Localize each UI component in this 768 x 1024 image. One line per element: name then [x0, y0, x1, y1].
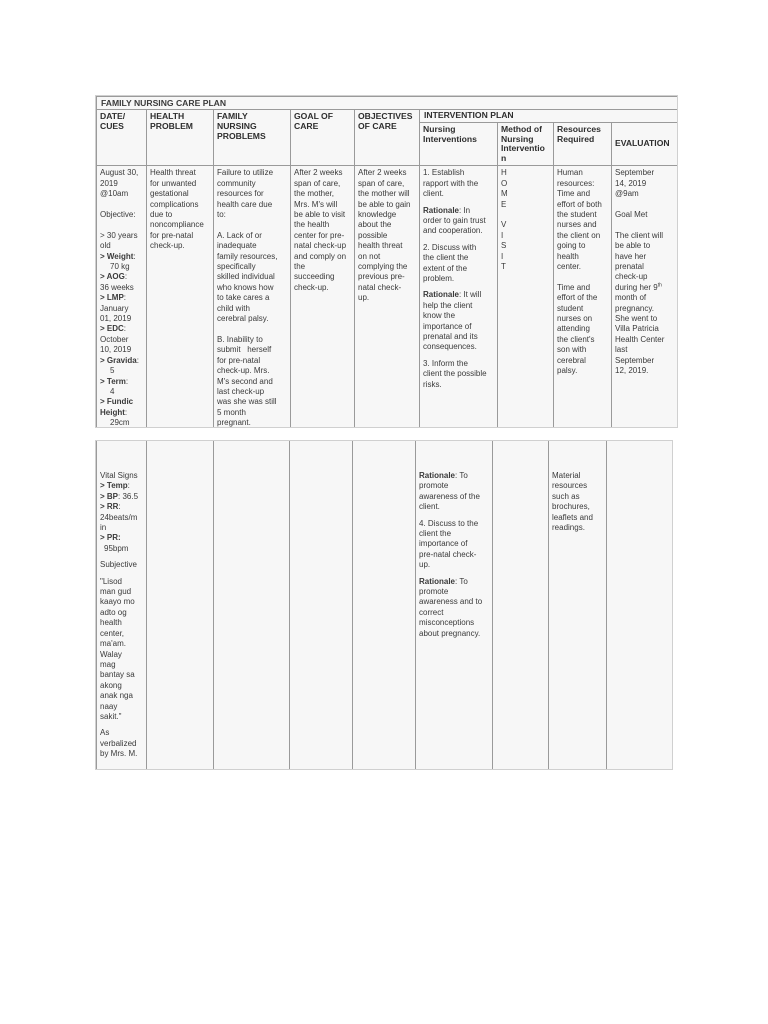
text-line: H	[501, 168, 507, 178]
text-line: check-up.	[150, 241, 185, 251]
family-problems-cell	[214, 166, 291, 428]
text-line	[217, 220, 287, 230]
text-line: inadequate	[217, 241, 257, 251]
text-line: pregnant.	[217, 418, 251, 428]
text-line: Health threat	[150, 168, 196, 178]
empty-cell-health-problem	[147, 441, 214, 770]
text-line: natal check-	[358, 282, 402, 292]
text-line: and comply on	[294, 251, 347, 261]
text-line: bantay sa	[100, 670, 135, 680]
goal-cell	[291, 166, 355, 428]
text-line: @10am	[100, 189, 129, 199]
health-problem-cell	[147, 166, 214, 428]
text-line: Time and	[557, 189, 591, 199]
text-line: 1. Establish	[423, 168, 465, 178]
text-line: skilled individual	[217, 272, 275, 282]
text-line: health	[100, 618, 122, 628]
empty-cell-family-problems	[214, 441, 290, 770]
text-line: brochures,	[552, 502, 590, 512]
text-line: the client the	[423, 253, 469, 263]
text-line: center.	[557, 262, 582, 272]
care-plan-page-1	[95, 95, 678, 428]
text-line: 5 month	[217, 407, 246, 417]
text-line: kaayo mo	[100, 597, 135, 607]
text-line: natal check-up	[294, 241, 347, 251]
header-evaluation: EVALUATION	[612, 123, 679, 166]
text-line: S	[501, 241, 507, 251]
header-nursing-interventions: Nursing Interventions	[420, 123, 498, 166]
header-health-problem: HEALTH PROBLEM	[147, 110, 214, 166]
text-line: such as	[552, 491, 580, 501]
text-line: for pre-natal	[217, 355, 261, 365]
text-line: gestational	[150, 189, 189, 199]
text-line	[100, 200, 143, 210]
text-line: 24beats/m	[100, 512, 138, 522]
text-line: the client's	[557, 334, 595, 344]
text-line: September	[615, 355, 655, 365]
text-line: Health Center	[615, 334, 665, 344]
text-line: readings.	[552, 523, 585, 533]
care-plan-table-continued	[96, 441, 673, 770]
text-line: going to	[557, 241, 586, 251]
text-line: and cooperation.	[423, 226, 483, 236]
care-plan-page-2	[95, 440, 673, 770]
text-line: was she was still	[217, 397, 277, 407]
text-line: palsy.	[557, 366, 578, 376]
text-line: anak nga	[100, 691, 133, 701]
text-line: 01, 2019	[100, 314, 132, 324]
text-line: the student	[557, 210, 597, 219]
text-line: verbalized	[100, 738, 137, 748]
text-line: man gud	[100, 587, 132, 597]
text-line: span of care,	[294, 178, 341, 188]
text-line: health	[557, 251, 579, 261]
empty-cell-goal	[290, 441, 353, 770]
text-line: know the	[423, 311, 456, 321]
text-line: 2019	[100, 178, 118, 188]
text-line: about the	[358, 220, 392, 230]
text-line: nurses on	[557, 314, 593, 324]
text-line: E	[501, 199, 507, 209]
objectives-cell	[355, 166, 420, 428]
text-line: problem.	[423, 274, 455, 284]
text-line: 10, 2019	[100, 345, 132, 355]
text-line: Walay	[100, 649, 122, 659]
text-line: client the	[419, 529, 452, 539]
text-line: last check-up	[217, 386, 265, 396]
text-line: akong	[100, 680, 122, 690]
text-line: be able to visit	[294, 210, 346, 219]
header-intervention-plan: INTERVENTION PLAN	[420, 110, 679, 123]
text-line: T	[501, 262, 506, 272]
text-line: M's second and	[217, 376, 273, 386]
text-line: order to gain trust	[423, 216, 486, 225]
text-line: to:	[217, 210, 226, 219]
text-line: noncompliance	[150, 220, 204, 230]
text-line: month of	[615, 293, 647, 303]
text-line: check-up. Mrs.	[217, 366, 270, 376]
text-line: 14, 2019	[615, 178, 647, 188]
text-line: misconceptions	[419, 618, 475, 628]
interventions-cell: 1. Establish rapport with the client. Rationale: In order to gain trust and cooperation. 2. Discuss with the client the extent of the problem. Rationale: It will help the client know the importance of prenatal and its consequences. 3. Inform the client the possible risks.	[420, 166, 498, 428]
header-method: Method of Nursing Intervention	[498, 123, 554, 166]
text-line: Time and	[557, 282, 591, 292]
text-line: specifically	[217, 262, 256, 272]
text-line: After 2 weeks	[358, 168, 407, 178]
text-line: effort of both	[557, 199, 602, 209]
text-line: naay	[100, 701, 118, 711]
text-line: mag	[100, 659, 116, 669]
text-line: the health	[294, 220, 330, 230]
text-line	[615, 200, 676, 210]
text-line: resources:	[557, 178, 595, 188]
header-resources: Resources Required	[554, 123, 612, 166]
text-line: up.	[419, 560, 431, 570]
text-line: center for pre-	[294, 230, 345, 240]
text-line: student	[557, 303, 584, 313]
text-line: the	[294, 262, 306, 272]
text-line: August 30,	[100, 168, 139, 178]
text-line: leaflets and	[552, 512, 593, 522]
text-line: awareness and to	[419, 597, 483, 607]
text-line: help the client	[423, 300, 473, 310]
text-line: 2. Discuss with	[423, 242, 477, 252]
text-line: ma'am.	[100, 639, 126, 649]
text-line: check-up.	[294, 282, 329, 292]
text-line: promote	[419, 481, 449, 491]
empty-cell-method	[493, 441, 549, 770]
text-line: family resources,	[217, 251, 278, 261]
text-line: on not	[358, 251, 381, 261]
text-line: health threat	[358, 241, 403, 251]
text-line: child with	[217, 303, 250, 313]
text-line: prenatal	[615, 262, 644, 272]
text-line: center,	[100, 628, 125, 638]
vital-signs-cell: Vital Signs > Temp: > BP: 36.5 > RR: 24beats/m in > PR: 95bpm Subjective "Lisod man gud kaayo mo adto og health center, ma'am. Walay mag bantay sa akong anak nga naay sakit." As verbalized by Mrs. M.	[97, 441, 147, 770]
text-line: Failure to utilize	[217, 168, 274, 178]
cues-cell: August 30, 2019 @10am Objective: > 30 years old > Weight: 70 kg > AOG: 36 weeks > LMP: January 01, 2019 > EDC: October 10, 2019 > Gravida: 5 > Term: 4 > Fundic Height: 29cm	[97, 166, 147, 428]
text-line: resources	[552, 481, 588, 491]
text-line: Villa Patricia	[615, 324, 659, 334]
text-line: have her	[615, 251, 647, 261]
text-line: January	[100, 303, 129, 313]
empty-cell-objectives	[353, 441, 416, 770]
care-plan-table	[96, 96, 678, 428]
text-line	[501, 210, 550, 220]
text-line: B. Inability to	[217, 334, 263, 344]
text-line: client.	[423, 189, 444, 199]
text-line: correct	[419, 607, 444, 617]
text-line: possible	[358, 230, 388, 240]
text-line: check-up	[615, 272, 648, 282]
text-line: for pre-natal	[150, 230, 194, 240]
text-line: due to	[150, 210, 173, 219]
text-line: pregnancy.	[615, 303, 654, 313]
text-line: Mrs. M's will	[294, 199, 338, 209]
text-line: client.	[419, 502, 440, 512]
text-line	[557, 272, 608, 282]
text-line: community	[217, 178, 256, 188]
text-line: up.	[358, 293, 370, 303]
resources-cell-continued	[549, 441, 607, 770]
header-date-cues: DATE/ CUES	[97, 110, 147, 166]
text-line: be able to gain	[358, 199, 411, 209]
text-line: succeeding	[294, 272, 335, 282]
text-line: A. Lack of or	[217, 230, 262, 240]
resources-cell	[554, 166, 612, 428]
text-line: by Mrs. M.	[100, 749, 138, 759]
text-line: in	[100, 523, 107, 533]
text-line: sakit."	[100, 711, 122, 721]
text-line: old	[100, 241, 111, 251]
method-cell	[498, 166, 554, 428]
text-line: Objective:	[100, 210, 136, 219]
text-line: rapport with the	[423, 178, 479, 188]
text-line: be able to	[615, 241, 651, 251]
text-line: The client will	[615, 230, 664, 240]
text-line: effort of the	[557, 293, 598, 303]
header-family-nursing-problems: FAMILY NURSING PROBLEMS	[214, 110, 291, 166]
text-line	[100, 220, 143, 230]
text-line: span of care,	[358, 178, 405, 188]
interventions-cell-continued: Rationale: To promote awareness of the client. 4. Discuss to the client the importance of pre-natal check- up. Rationale: To promote awareness and to correct misconceptions about pregnancy.	[416, 441, 493, 770]
text-line: > 30 years	[100, 230, 138, 240]
text-line: October	[100, 334, 129, 344]
text-line: September	[615, 168, 655, 178]
text-line: cerebral	[557, 355, 586, 365]
text-line: Goal Met	[615, 210, 648, 219]
text-line: O	[501, 178, 508, 188]
text-line: consequences.	[423, 342, 477, 352]
text-line: health care due	[217, 199, 273, 209]
text-line: @9am	[615, 189, 639, 199]
text-line: who knows how	[217, 282, 274, 292]
text-line: risks.	[423, 379, 442, 389]
text-line: cerebral palsy.	[217, 314, 269, 324]
text-line: I	[501, 251, 504, 261]
text-line: After 2 weeks	[294, 168, 343, 178]
text-line: the client on	[557, 230, 601, 240]
text-line: prenatal and its	[423, 332, 478, 342]
text-line: previous pre-	[358, 272, 405, 282]
text-line: She went to	[615, 314, 658, 324]
empty-cell-evaluation	[607, 441, 674, 770]
text-line: complying the	[358, 262, 408, 272]
text-line: nurses and	[557, 220, 597, 230]
text-line: about pregnancy.	[419, 628, 481, 638]
text-line: awareness of the	[419, 491, 480, 501]
text-line: son with	[557, 345, 587, 355]
text-line: M	[501, 189, 508, 199]
text-line: "Lisod	[100, 576, 122, 586]
text-line: the mother,	[294, 189, 335, 199]
text-line: submit herself	[217, 345, 272, 355]
text-line: Material	[552, 471, 581, 480]
text-line	[217, 324, 287, 334]
document-title: FAMILY NURSING CARE PLAN	[97, 97, 679, 110]
evaluation-cell: September 14, 2019 @9am Goal Met The client will be able to have her prenatal check-up during her 9th month of pregnancy. She went to Villa Patricia Health Center last September 12, 2019.	[612, 166, 679, 428]
text-line: As	[100, 728, 110, 738]
text-line: to take cares a	[217, 293, 270, 303]
text-line: the mother will	[358, 189, 410, 199]
text-line: Human	[557, 168, 583, 178]
header-objectives-of-care: OBJECTIVES OF CARE	[355, 110, 420, 166]
text-line: promote	[419, 587, 449, 597]
text-line: V	[501, 220, 507, 230]
text-line: 12, 2019.	[615, 366, 649, 376]
text-line: last	[615, 345, 628, 355]
text-line: complications	[150, 199, 199, 209]
text-line: extent of the	[423, 263, 468, 273]
text-line: 4. Discuss to the	[419, 518, 479, 528]
header-goal-of-care: GOAL OF CARE	[291, 110, 355, 166]
text-line: for unwanted	[150, 178, 197, 188]
text-line: importance of	[423, 321, 472, 331]
text-line: resources for	[217, 189, 264, 199]
text-line: adto og	[100, 607, 127, 617]
text-line: 3. Inform the	[423, 358, 468, 368]
text-line: knowledge	[358, 210, 397, 219]
text-line: importance of	[419, 539, 468, 549]
text-line: pre-natal check-	[419, 549, 477, 559]
text-line: client the possible	[423, 369, 487, 379]
text-line	[615, 220, 676, 230]
text-line: attending	[557, 324, 590, 334]
text-line: I	[501, 230, 504, 240]
